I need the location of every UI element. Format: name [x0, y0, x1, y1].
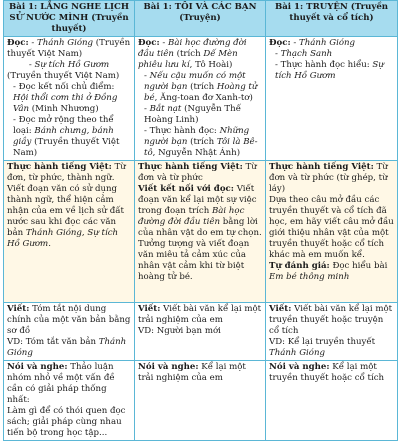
- text-lead: -: [162, 38, 169, 48]
- text-mid: (trích: [187, 137, 217, 147]
- text-writing: Viết bài văn kể lại một truyền thuyết hoặc truyện cổ tích: [269, 304, 393, 336]
- label-practice: Thực hành tiếng Việt:: [138, 162, 243, 172]
- text-book: Dế Mèn phiêu lưu kí: [138, 49, 238, 70]
- text-src: (Truyền thuyết Việt Nam): [13, 137, 120, 158]
- text-book: Hoàng tử bé: [144, 82, 258, 103]
- practice-row: [4, 161, 398, 303]
- text-src: (Nguyễn Thế Hoàng Linh): [144, 104, 241, 125]
- text-speaking: Kể lại một truyền thuyết hoặc cổ tích: [269, 362, 385, 383]
- header-col-1: Bài 1: LẮNG NGHE LỊCH SỬ NƯỚC MÌNH (Truyền thuyết): [4, 1, 135, 37]
- label-write-connect: Viết kết nối với đọc:: [138, 184, 234, 194]
- reading-cell-3: [266, 37, 398, 161]
- header-row: [4, 1, 398, 37]
- practice-cell-1: [4, 161, 135, 303]
- speaking-cell-1: [4, 361, 135, 441]
- text-speaking: Kể lại một trải nghiệm của em: [138, 362, 246, 383]
- label-speaking: Nói và nghe:: [138, 362, 199, 372]
- text-author: (Minh Nhương): [29, 104, 99, 114]
- label-writing: Viết:: [7, 304, 30, 314]
- label-writing: Viết:: [269, 304, 292, 314]
- text-end: bằng lời của nhân vật do em tự chọn.: [138, 217, 262, 238]
- text-title: Hội thổi cơm thi ở Đồng Vân: [13, 93, 118, 114]
- header-col-2: Bài 1: TÔI VÀ CÁC BẠN (Truyện): [135, 1, 266, 37]
- text-writing: Viết bài văn kể lại một trải nghiệm của em: [138, 304, 262, 325]
- reading-cell-1: [4, 37, 135, 161]
- text-end: , Nguyễn Nhật Ánh): [152, 148, 241, 158]
- text-src: (Truyền thuyết Việt Nam): [7, 71, 120, 81]
- text-tv: Từ đơn và từ phức (từ ghép, từ láy): [269, 162, 388, 194]
- text-lead: - Đọc kết nối chủ điểm:: [13, 82, 115, 92]
- label-reading: Đọc:: [7, 38, 29, 48]
- label-speaking: Nói và nghe:: [269, 362, 330, 372]
- text-end: , Tô Hoài): [189, 60, 233, 70]
- label-practice: Thực hành tiếng Việt:: [7, 162, 112, 172]
- text-src: (Truyền thuyết Việt Nam): [7, 38, 131, 59]
- practice-cell-2: [135, 161, 266, 303]
- curriculum-table: [3, 0, 398, 441]
- text-td: Đọc hiểu bài: [329, 261, 388, 271]
- text-title: Thánh Gióng: [269, 348, 326, 358]
- text-tv: Từ đơn, từ phức, thành ngữ.: [7, 162, 126, 183]
- writing-cell-1: [4, 303, 135, 361]
- text-title: Thánh Gióng: [7, 337, 127, 358]
- text-book: Tôi là Bê-tô: [144, 137, 258, 158]
- text-vk: Viết đoạn văn kể lại một sự việc trong đoạn trích: [138, 184, 257, 216]
- reading-row: [4, 37, 398, 161]
- text-title: Em bé thông minh: [269, 272, 350, 282]
- text-src: (trích: [187, 82, 217, 92]
- writing-cell-2: [135, 303, 266, 361]
- header-col-3: Bài 1: TRUYỆN (Truyền thuyết và cổ tích): [266, 1, 398, 37]
- label-writing: Viết:: [138, 304, 161, 314]
- practice-cell-3: [266, 161, 398, 303]
- text-vd: VD: Kể lại truyền thuyết: [269, 337, 376, 347]
- text-writing: Tóm tắt nội dung chính của một văn bản bằng sơ đồ: [7, 304, 131, 336]
- text-title: - Thánh Gióng: [293, 38, 356, 48]
- text-write: Viết đoạn văn có sử dụng thành ngữ, thể hiện cảm nhận của em về lịch sử đất nước sau khi đọc các văn bản: [7, 184, 124, 238]
- label-reading: Đọc:: [269, 38, 291, 48]
- text-title: Bánh chưng, bánh giầy: [13, 126, 114, 147]
- text-title: - Nếu cậu muốn có một người bạn: [144, 71, 246, 92]
- text-title: Bài học đường đời đầu tiên: [138, 38, 247, 59]
- writing-row: [4, 303, 398, 361]
- text-lead: - Thực hành đọc:: [144, 126, 220, 136]
- speaking-row: [4, 361, 398, 441]
- text-speaking: Thảo luận nhóm nhỏ về một vấn đề cần có giải pháp thống nhất:: [7, 362, 115, 405]
- text-body: Dựa theo câu mở đầu các truyền thuyết và cổ tích đã học, em hãy viết câu mở đầu giới thiệu nhân vật của một truyền thuyết hoặc cổ tích khác mà em muốn kể.: [269, 195, 394, 260]
- text-title: - Bắt nạt: [144, 104, 182, 114]
- text-title: Sự tích Hồ Gươm: [7, 228, 119, 249]
- curriculum-comparison: [3, 0, 397, 438]
- text-extra: Tưởng tượng và viết đoạn văn miêu tả cảm xúc của nhân vật cảm khi từ biệt hoàng tử bé.: [138, 239, 250, 282]
- text-speaking-b: Làm gì để có thói quen đọc sách; giải pháp cùng nhau tiến bộ trong học tập...: [7, 406, 126, 438]
- text-tv: Từ đơn và từ phức: [138, 162, 257, 183]
- text-end: .: [48, 239, 51, 249]
- text-lead: - Đọc mở rộng theo thể loại:: [13, 115, 114, 136]
- reading-cell-2: [135, 37, 266, 161]
- text-vd: VD: Tóm tắt văn bản: [7, 337, 99, 347]
- speaking-cell-3: [266, 361, 398, 441]
- speaking-cell-2: [135, 361, 266, 441]
- text-lead: - Thực hành đọc hiểu:: [275, 60, 373, 70]
- text-sep: ,: [81, 228, 88, 238]
- label-reading: Đọc:: [138, 38, 160, 48]
- label-speaking: Nói và nghe:: [7, 362, 68, 372]
- text-title: Những người bạn: [144, 126, 250, 147]
- text-title: Sự tích Hồ Gươm: [275, 60, 384, 81]
- text-thanh-giong: - Thánh Gióng: [31, 38, 94, 48]
- text-title: Thánh Gióng: [25, 228, 82, 238]
- text-title: Bài học đường đời đầu tiên: [138, 206, 245, 227]
- text-vd: VD: Người bạn mới: [138, 326, 221, 336]
- text-mid: (trích: [173, 49, 204, 59]
- label-practice: Thực hành tiếng Việt:: [269, 162, 374, 172]
- text-su-tich: - Sự tích Hồ Gươm: [28, 60, 110, 70]
- writing-cell-3: [266, 303, 398, 361]
- label-self-assess: Tự đánh giá:: [269, 261, 330, 271]
- text-end: , Ăng-toan đơ Xanh-tơ): [154, 93, 253, 103]
- text-title: - Thạch Sanh: [275, 49, 333, 59]
